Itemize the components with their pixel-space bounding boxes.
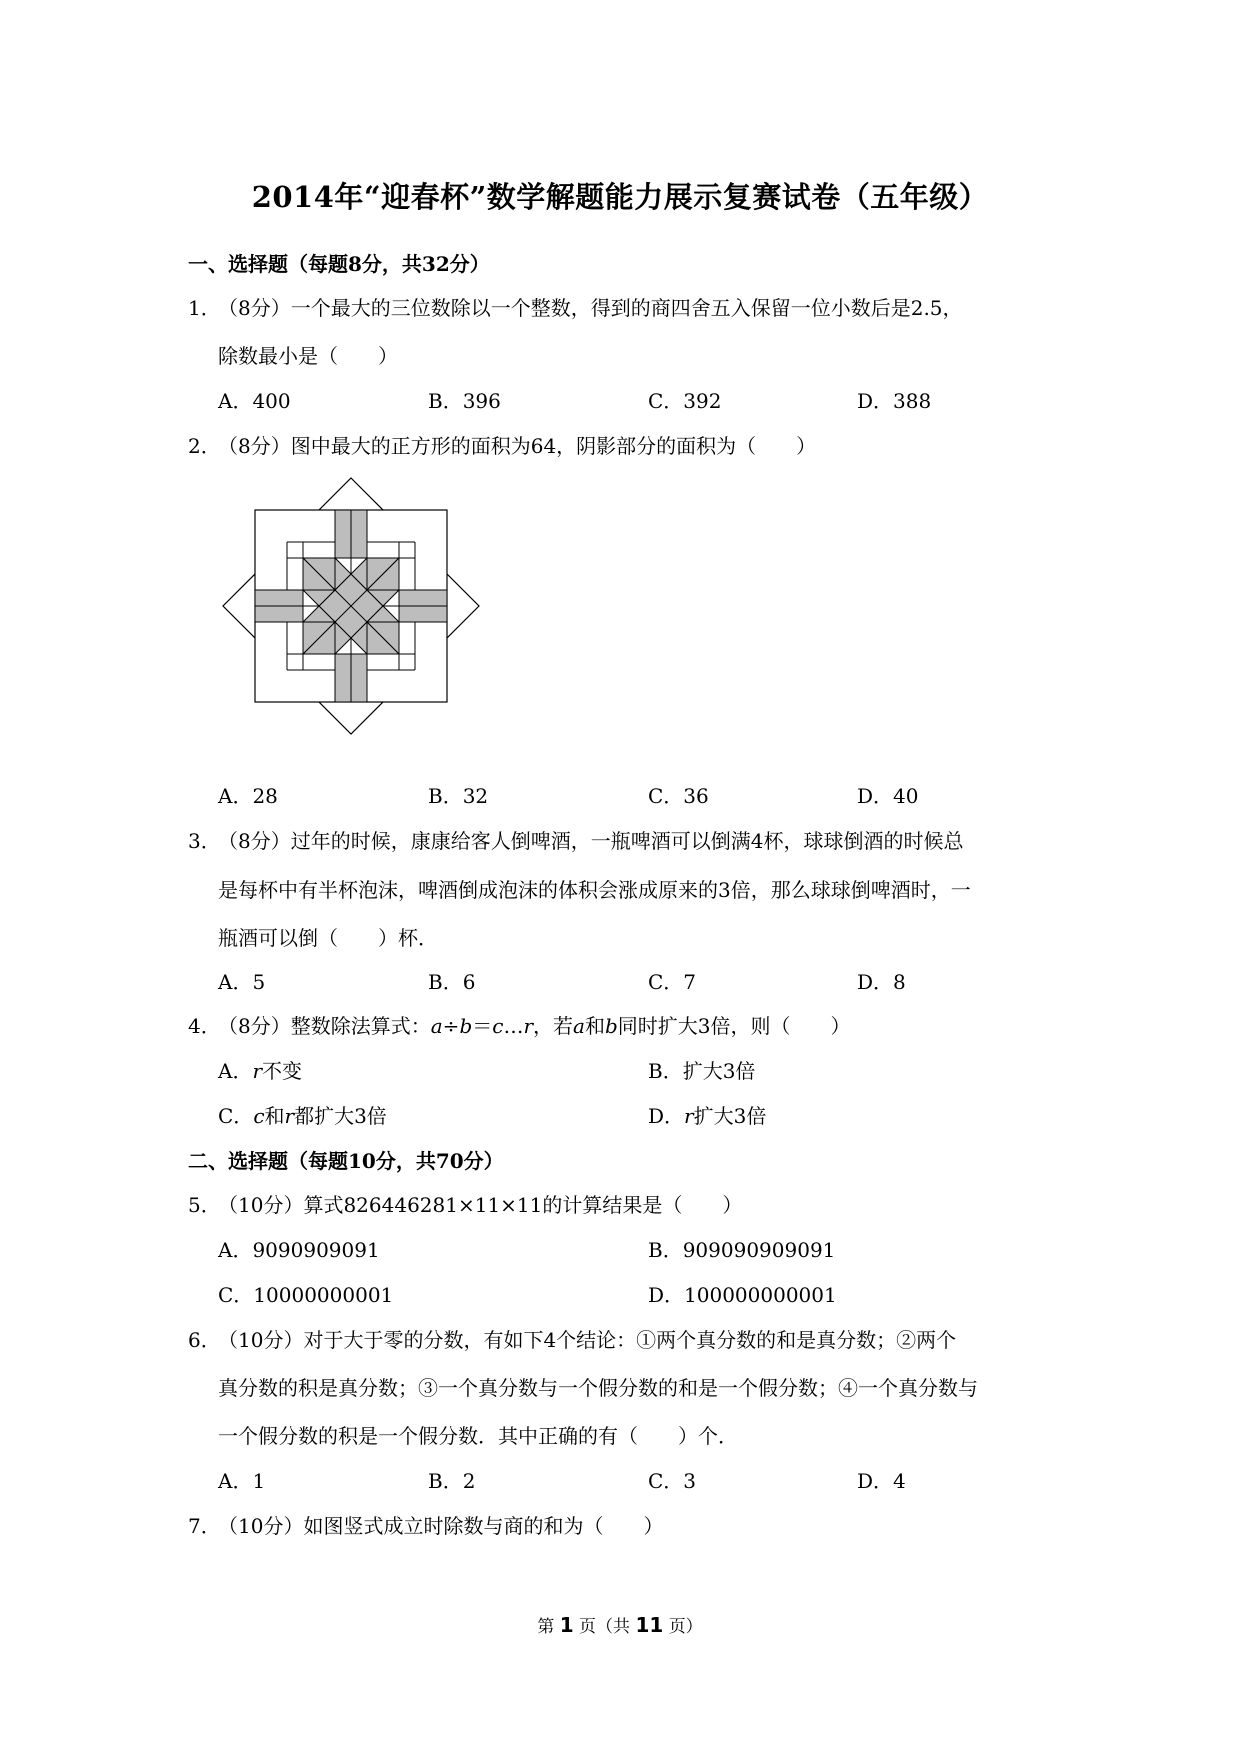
page-number: 1 [559,1613,574,1637]
option-d[interactable]: D．388 [857,389,932,413]
option-letter: A． [218,1059,253,1083]
question-text: （8分）整数除法算式： [218,1014,431,1038]
question-1 [188,292,963,321]
question-text: （8分）过年的时候，康康给客人倒啤酒，一瓶啤酒可以倒满4杯，球球倒酒的时候总 [218,829,964,853]
option-text: 都扩大3倍 [294,1104,387,1128]
var-c: c [492,1014,504,1038]
option-c[interactable]: C．3 [648,1469,697,1493]
footer-text: 第 [537,1617,555,1637]
option-a[interactable]: A．1 [218,1469,266,1493]
option-b[interactable]: B．909090909091 [648,1238,836,1262]
question-text: 和 [584,1014,605,1038]
option-c[interactable] [218,1100,387,1129]
question-5 [188,1189,742,1218]
var-a: a [573,1014,585,1038]
equals-sign: ＝ [472,1014,493,1038]
option-letter: D． [648,1104,685,1128]
question-text: ，若 [533,1014,574,1038]
page-footer [0,1612,1240,1637]
divide-sign: ÷ [442,1014,460,1038]
question-4 [188,1010,851,1039]
option-b[interactable]: B．6 [428,970,476,994]
shaded-square-figure [220,475,482,737]
var-b: b [459,1014,473,1038]
question-3 [188,825,963,854]
option-b[interactable]: B．32 [428,784,489,808]
question-3-line-2: 是每杯中有半杯泡沫，啤酒倒成泡沫的体积会涨成原来的3倍，那么球球倒啤酒时，一 [218,878,971,902]
option-letter: C． [218,1104,254,1128]
option-text: 和 [264,1104,285,1128]
option-a[interactable] [218,1055,302,1084]
option-c[interactable]: C．7 [648,970,697,994]
section-heading-1: 一、选择题（每题8分，共32分） [188,252,490,276]
var-r: r [284,1104,295,1128]
option-d[interactable]: D．100000000001 [648,1283,837,1307]
option-d[interactable]: D．8 [857,970,906,994]
question-number: 7． [188,1514,221,1538]
question-number: 1． [188,296,221,320]
question-6-line-3: 一个假分数的积是一个假分数．其中正确的有（ ）个． [218,1424,738,1448]
var-c: c [253,1104,265,1128]
question-2 [188,430,816,459]
option-b[interactable]: B．396 [428,389,501,413]
question-text: （10分）如图竖式成立时除数与商的和为（ ） [218,1514,664,1538]
question-text: （10分）对于大于零的分数，有如下4个结论：①两个真分数的和是真分数；②两个 [218,1328,957,1352]
question-text: （8分）图中最大的正方形的面积为64，阴影部分的面积为（ ） [218,434,817,458]
question-1-line-2: 除数最小是（ ） [218,344,398,368]
question-text: （8分）一个最大的三位数除以一个整数，得到的商四舍五入保留一位小数后是2.5， [218,296,963,320]
option-d[interactable]: D．40 [857,784,919,808]
question-text: 同时扩大3倍，则（ ） [617,1014,851,1038]
question-number: 2． [188,434,221,458]
var-r: r [523,1014,534,1038]
option-a[interactable]: A．28 [218,784,278,808]
var-r: r [252,1059,263,1083]
var-b: b [604,1014,618,1038]
option-b[interactable]: B．2 [428,1469,476,1493]
footer-text: 页） [668,1617,703,1637]
page-total: 11 [635,1613,664,1637]
section-heading-2: 二、选择题（每题10分，共70分） [188,1149,504,1173]
remainder-dots: … [503,1014,524,1038]
option-b[interactable]: B．扩大3倍 [648,1059,756,1083]
question-6-line-2: 真分数的积是真分数；③一个真分数与一个假分数的和是一个假分数；④一个真分数与 [218,1376,978,1400]
question-number: 5． [188,1193,221,1217]
question-3-line-3: 瓶酒可以倒（ ）杯． [218,926,438,950]
question-number: 4． [188,1014,221,1038]
question-text: （10分）算式826446281×11×11的计算结果是（ ） [218,1193,743,1217]
option-a[interactable]: A．9090909091 [218,1238,380,1262]
question-number: 6． [188,1328,221,1352]
option-text: 不变 [262,1059,303,1083]
question-number: 3． [188,829,221,853]
var-r: r [684,1104,694,1128]
page-title: 2014年“迎春杯”数学解题能力展示复赛试卷（五年级） [251,180,989,214]
question-7 [188,1510,663,1539]
question-6 [188,1324,956,1353]
option-text: 扩大3倍 [693,1104,767,1128]
option-d[interactable]: D．4 [857,1469,906,1493]
option-c[interactable]: C．36 [648,784,709,808]
footer-text: 页（共 [579,1617,631,1637]
option-d[interactable] [648,1100,766,1129]
option-c[interactable]: C．10000000001 [218,1283,394,1307]
option-c[interactable]: C．392 [648,389,722,413]
var-a: a [430,1014,443,1038]
option-a[interactable]: A．5 [218,970,266,994]
option-a[interactable]: A．400 [218,389,291,413]
